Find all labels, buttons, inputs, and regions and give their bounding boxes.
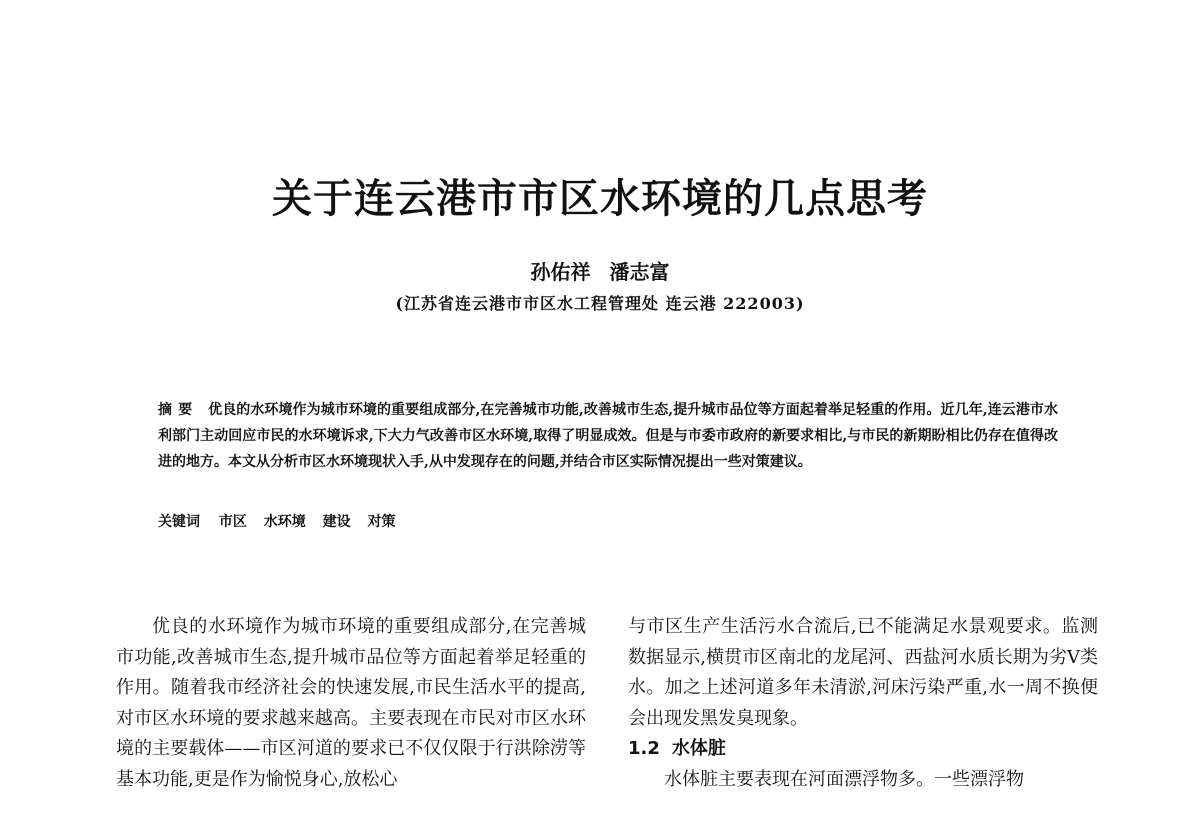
keyword: 水环境 [263,514,306,530]
abstract-label: 摘要 [158,402,199,418]
body-column-left [116,612,586,795]
keyword: 市区 [218,514,247,530]
keyword: 对策 [367,514,396,530]
section-number: 1.2 [628,738,660,759]
abstract-text: 优良的水环境作为城市环境的重要组成部分,在完善城市功能,改善城市生态,提升城市品位等方面起着举足轻重的作用。近几年,连云港市水利部门主动回应市民的水环境诉求,下大力气改善市区水环境,取得了明显成效。但是与市委市政府的新要求相比,与市民的新期盼相比仍存在值得改进的地方。本文从分析市区水环境现状入手,从中发现存在的问题,并结合市区实际情况提出一些对策建议。 [158,402,1058,470]
body-paragraph: 与市区生产生活污水合流后,已不能满足水景观要求。监测数据显示,横贯市区南北的龙尾河、西盐河水质长期为劣V类水。加之上述河道多年未清淤,河床污染严重,水一周不换便会出现发黑发臭现象。 [628,616,1098,729]
author-list [0,258,1200,286]
keywords [158,510,1058,534]
section-heading [628,734,1098,765]
paper-title: 关于连云港市市区水环境的几点思考 [272,176,928,222]
author-name: 孙佑祥 [530,260,591,284]
body-column-right [628,612,1098,795]
affiliation: (江苏省连云港市市区水工程管理处 连云港 222003) [395,294,805,313]
body-paragraph: 水体脏主要表现在河面漂浮物多。一些漂浮物 [664,768,1024,790]
keyword: 建设 [322,514,351,530]
author-name: 潘志富 [609,260,670,284]
keywords-label: 关键词 [158,514,200,530]
body-paragraph: 优良的水环境作为城市环境的重要组成部分,在完善城市功能,改善城市生态,提升城市品位等方面起着举足轻重的作用。随着我市经济社会的快速发展,市民生活水平的提高,对市区水环境的要求越来越高。主要表现在市民对市区水环境的主要载体——市区河道的要求已不仅仅限于行洪除涝等基本功能,更是作为愉悦身心,放松心 [116,616,586,790]
section-title: 水体脏 [671,738,726,759]
abstract [158,397,1058,475]
